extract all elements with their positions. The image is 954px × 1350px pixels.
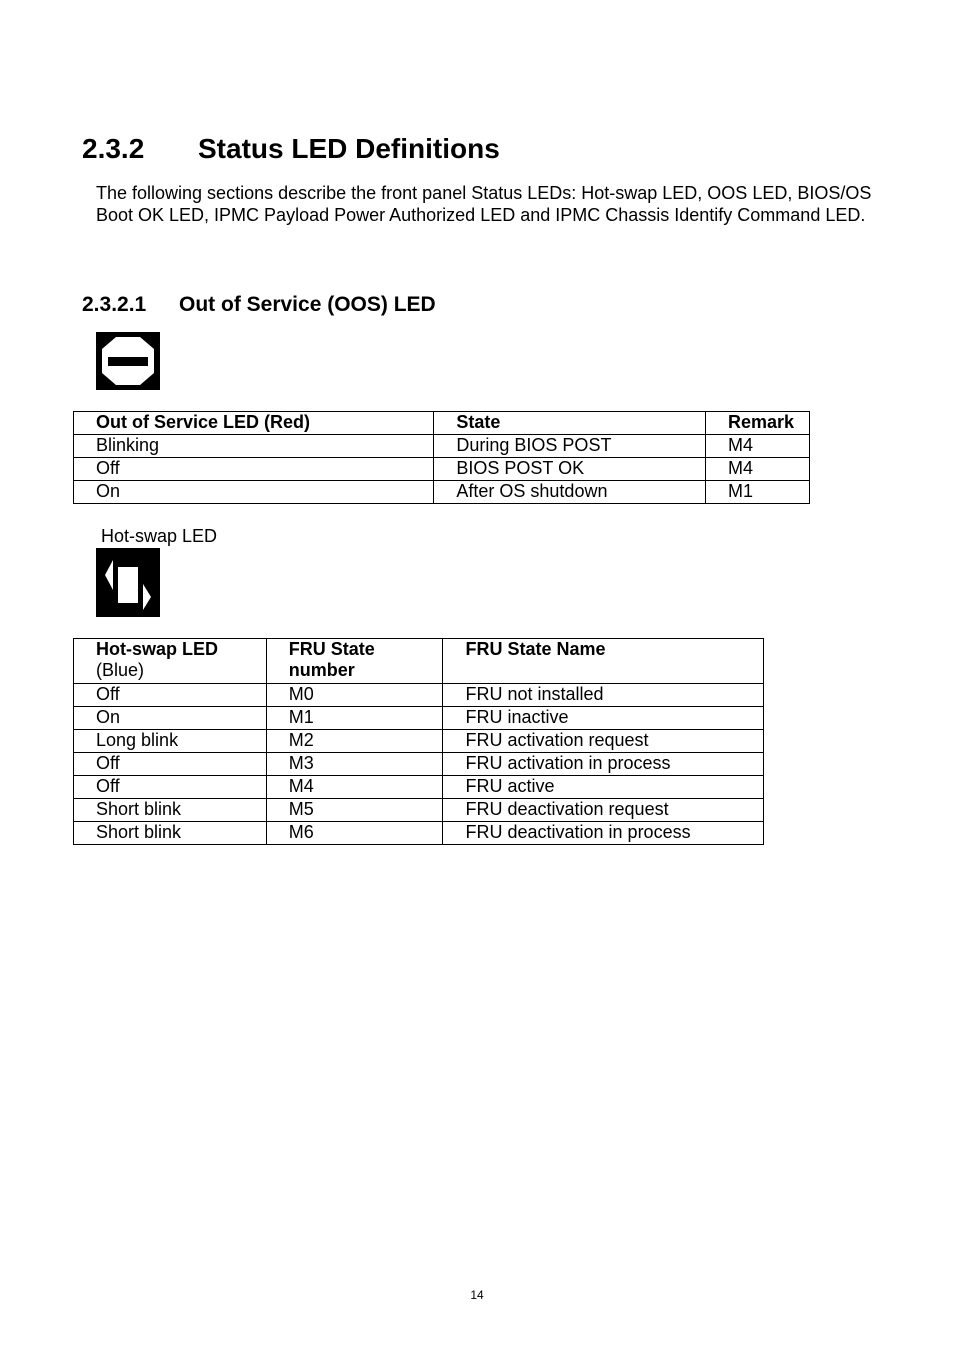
table-header-cell xyxy=(266,639,443,684)
table-cell: M3 xyxy=(266,753,443,776)
header-line: FRU State xyxy=(288,639,375,659)
section-number: 2.3.2 xyxy=(82,133,145,164)
table-cell: Off xyxy=(74,684,267,707)
table-cell: Off xyxy=(74,776,267,799)
table-header-cell: Out of Service LED (Red) xyxy=(74,412,434,435)
table-cell: M4 xyxy=(706,458,810,481)
table-header-row xyxy=(74,412,810,435)
header-line: (Blue) xyxy=(96,660,145,680)
table-cell: M0 xyxy=(266,684,443,707)
hotswap-led-table xyxy=(73,638,764,845)
table-cell: M5 xyxy=(266,799,443,822)
table-header-cell: Remark xyxy=(706,412,810,435)
header-line: number xyxy=(288,660,355,680)
table-cell: Off xyxy=(74,753,267,776)
table-cell: FRU deactivation request xyxy=(443,799,764,822)
table-cell: M4 xyxy=(706,435,810,458)
table-row xyxy=(74,730,764,753)
oos-led-table xyxy=(73,411,810,504)
table-row xyxy=(74,458,810,481)
table-row xyxy=(74,435,810,458)
table-header-row xyxy=(74,639,764,684)
page-number: 14 xyxy=(470,1288,484,1302)
table-cell: Off xyxy=(74,458,434,481)
table-cell: On xyxy=(74,707,267,730)
table-row xyxy=(74,753,764,776)
header-line: Hot-swap LED xyxy=(96,639,219,659)
table-cell: Short blink xyxy=(74,799,267,822)
table-cell: M1 xyxy=(266,707,443,730)
table-cell: M6 xyxy=(266,822,443,845)
table-cell: M4 xyxy=(266,776,443,799)
table-cell: During BIOS POST xyxy=(434,435,706,458)
subsection-title: Out of Service (OOS) LED xyxy=(179,293,436,316)
table-cell: Long blink xyxy=(74,730,267,753)
table-cell: After OS shutdown xyxy=(434,481,706,504)
table-cell: On xyxy=(74,481,434,504)
table-header-cell xyxy=(74,639,267,684)
subsection-number: 2.3.2.1 xyxy=(82,293,147,316)
table-header-cell: FRU State Name xyxy=(443,639,764,684)
table-row xyxy=(74,481,810,504)
table-cell: M2 xyxy=(266,730,443,753)
table-row xyxy=(74,822,764,845)
subsection-heading xyxy=(82,293,436,317)
table-row xyxy=(74,799,764,822)
table-cell: FRU not installed xyxy=(443,684,764,707)
table-cell: FRU deactivation in process xyxy=(443,822,764,845)
hotswap-icon xyxy=(96,548,160,617)
table-row xyxy=(74,776,764,799)
table-row xyxy=(74,707,764,730)
table-cell: FRU activation in process xyxy=(443,753,764,776)
section-intro: The following sections describe the front panel Status LEDs: Hot-swap LED, OOS LED, BIOS/OS Boot OK LED, IPMC Payload Power Authorized LED and IPMC Chassis Identify Command LED. xyxy=(96,183,872,225)
table-cell: FRU activation request xyxy=(443,730,764,753)
table-cell: BIOS POST OK xyxy=(434,458,706,481)
table-header-cell: State xyxy=(434,412,706,435)
table-row xyxy=(74,684,764,707)
table-cell: FRU active xyxy=(443,776,764,799)
table-cell: Short blink xyxy=(74,822,267,845)
section-title: Status LED Definitions xyxy=(198,133,500,164)
table-cell: Blinking xyxy=(74,435,434,458)
section-heading xyxy=(82,133,500,165)
table-cell: M1 xyxy=(706,481,810,504)
table-cell: FRU inactive xyxy=(443,707,764,730)
no-entry-icon xyxy=(96,332,160,390)
hotswap-caption: Hot-swap LED xyxy=(101,526,218,546)
